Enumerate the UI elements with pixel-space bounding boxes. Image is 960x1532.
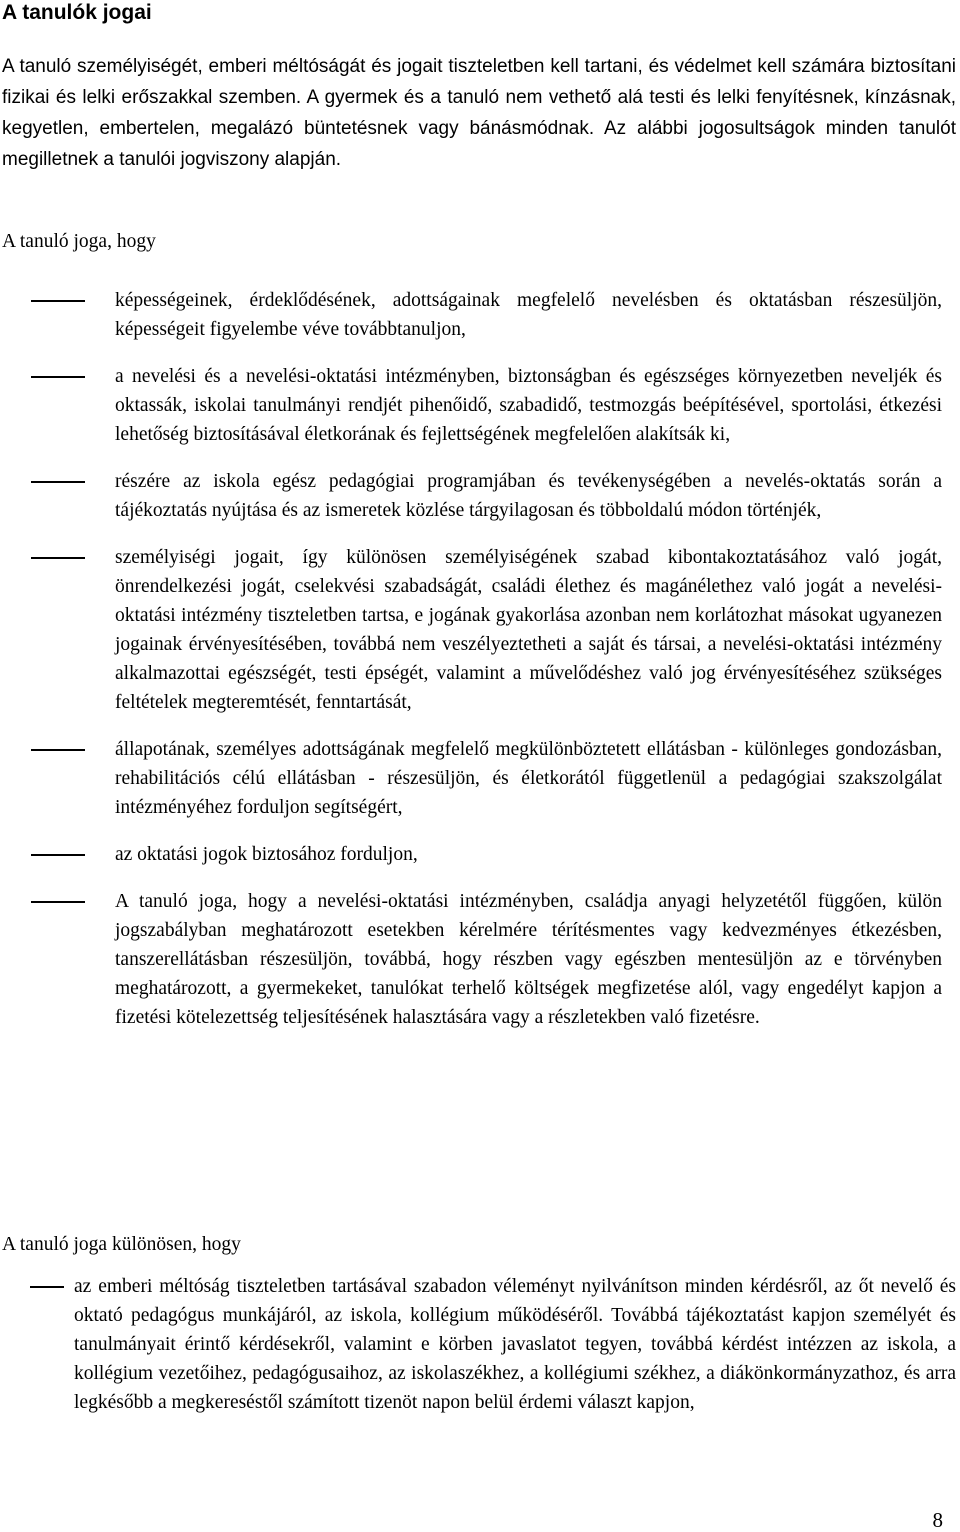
- dash-bullet: [31, 300, 85, 302]
- list-item: [0, 467, 942, 525]
- list-item: [0, 887, 942, 1032]
- list-item-text: az oktatási jogok biztosához forduljon,: [115, 844, 418, 865]
- list-item: [0, 543, 942, 717]
- list-item: [0, 286, 942, 344]
- section-title: A tanuló joga, hogy: [2, 231, 156, 252]
- list-item-text: állapotának, személyes adottságának megfelelő megkülönböztetett ellátásban - különleges gondozásban, rehabilitációs célú ellátásban - részesüljön, és életkorától függetlenül a pedagógiai szakszolgálat intézményéhez forduljon segítségért,: [115, 739, 942, 818]
- intro-paragraph: A tanuló személyiségét, emberi méltóságát és jogait tiszteletben kell tartani, és védelmet kell számára biztosítani fizikai és lelki erőszakkal szemben. A gyermek és a tanuló nem vethető alá testi és lelki fenyítésnek, kínzásnak, kegyetlen, embertelen, megalázó büntetésnek vagy bánásmódnak. Az alábbi jogosultságok minden tanulót megilletnek a tanulói jogviszony alapján.: [2, 56, 956, 170]
- rights-list-special: [0, 1272, 956, 1417]
- list-item: [0, 735, 942, 822]
- list-item-text: A tanuló joga, hogy a nevelési-oktatási intézményben, családja anyagi helyzetétől függően, külön jogszabályban meghatározott esetekben kérelmére térítésmentes vagy kedvezményes étkezésben, tanszerellátásban részesüljön, továbbá, hogy részben vagy egészben mentesüljön az e törvényben meghatározott, a gyermekeket, tanulókat terhelő költségek megfizetése alól, vagy engedélyt kapjon a fizetési kötelezettség teljesítésének halasztására vagy a részletekben való fizetésre.: [115, 891, 942, 1028]
- list-item-text: részére az iskola egész pedagógiai programjában és tevékenységében a nevelés-oktatás során a tájékoztatás nyújtása és az ismeretek közlése tárgyilagosan és többoldalú módon történjék,: [115, 471, 942, 521]
- page-number: 8: [932, 1508, 943, 1532]
- dash-bullet: [31, 557, 85, 559]
- list-item-text: személyiségi jogait, így különösen személyiségének szabad kibontakoztatásához való jogát, önrendelkezési jogát, cselekvési szabadságát, családi élethez és magánélethez való jogát a nevelési-oktatási intézmény tiszteletben tartsa, e jogának gyakorlása azonban nem korlátozhat másokat ugyanezen jogainak érvényesítésében, továbbá nem veszélyeztetheti a saját és társai, a nevelési-oktatási intézmény alkalmazottai egészségét, testi épségét, valamint a művelődéshez való jog érvényesítéséhez szükséges feltételek megteremtését, fenntartását,: [115, 547, 942, 713]
- section-title: A tanuló joga különösen, hogy: [2, 1234, 241, 1255]
- list-item: [0, 362, 942, 449]
- page-title: A tanulók jogai: [2, 1, 152, 24]
- dash-bullet: [30, 1286, 64, 1288]
- dash-bullet: [31, 376, 85, 378]
- list-item: [0, 1272, 956, 1417]
- dash-bullet: [31, 481, 85, 483]
- list-item-text: képességeinek, érdeklődésének, adottságainak megfelelő nevelésben és oktatásban részesüljön, képességeit figyelembe véve továbbtanuljon,: [115, 290, 942, 340]
- list-item-text: az emberi méltóság tiszteletben tartásával szabadon véleményt nyilvánítson minden kérdésről, az őt nevelő és oktató pedagógus munkájáról, az iskola, kollégium működéséről. Továbbá tájékoztatást kapjon személyét és tanulmányait érintő kérdésekről, valamint e körben javaslatot tegyen, továbbá kérdést intézzen az iskola, a kollégium vezetőihez, pedagógusaihoz, az iskolaszékhez, a kollégiumi székhez, a diákönkormányzathoz, és arra legkésőbb a megkereséstől számított tizenöt napon belül érdemi választ kapjon,: [74, 1276, 956, 1413]
- list-item: [0, 840, 942, 869]
- list-item-text: a nevelési és a nevelési-oktatási intézményben, biztonságban és egészséges környezetben neveljék és oktassák, iskolai tanulmányi rendjét pihenőidő, szabadidő, testmozgás beépítésével, sportolási, étkezési lehetőség biztosításával életkorának és fejlettségének megfelelően alakítsák ki,: [115, 366, 942, 445]
- rights-list: [0, 286, 942, 1050]
- dash-bullet: [31, 854, 85, 856]
- dash-bullet: [31, 901, 85, 903]
- dash-bullet: [31, 749, 85, 751]
